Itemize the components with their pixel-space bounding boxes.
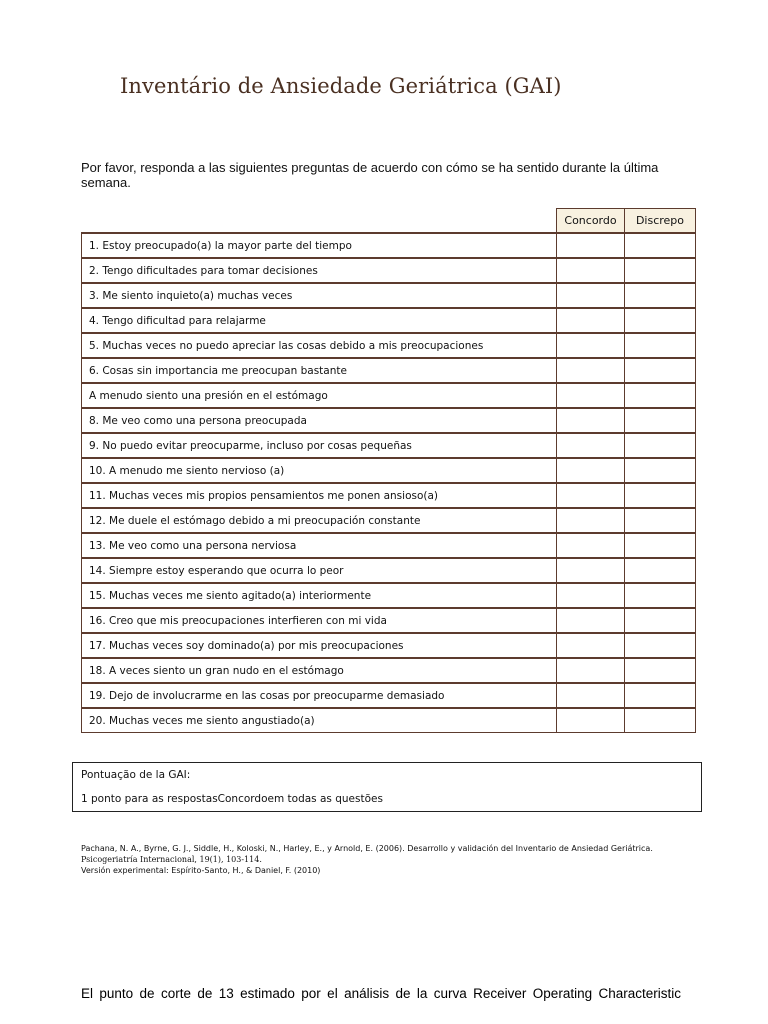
question-text: 4. Tengo dificultad para relajarme [82, 308, 557, 333]
reference-block [81, 843, 741, 876]
question-row [82, 258, 696, 283]
answer-cell-concordo[interactable] [557, 683, 625, 708]
question-text: 9. No puedo evitar preocuparme, incluso por cosas pequeñas [82, 433, 557, 458]
question-text: 20. Muchas veces me siento angustiado(a) [82, 708, 557, 733]
question-text: 8. Me veo como una persona preocupada [82, 408, 557, 433]
question-row [82, 408, 696, 433]
question-row [82, 633, 696, 658]
answer-cell-discrepo[interactable] [625, 633, 696, 658]
question-text: A menudo siento una presión en el estómago [82, 383, 557, 408]
question-text: 11. Muchas veces mis propios pensamientos me ponen ansioso(a) [82, 483, 557, 508]
question-text: 12. Me duele el estómago debido a mi preocupación constante [82, 508, 557, 533]
reference-line-2: Psicogeriatría Internacional, 19(1), 103-114. [81, 855, 262, 864]
answer-cell-discrepo[interactable] [625, 583, 696, 608]
question-row [82, 658, 696, 683]
answer-cell-discrepo[interactable] [625, 533, 696, 558]
answer-cell-concordo[interactable] [557, 233, 625, 258]
answer-cell-discrepo[interactable] [625, 483, 696, 508]
question-text: 18. A veces siento un gran nudo en el estómago [82, 658, 557, 683]
question-text: 10. A menudo me siento nervioso (a) [82, 458, 557, 483]
answer-cell-concordo[interactable] [557, 383, 625, 408]
question-row [82, 533, 696, 558]
question-text: 5. Muchas veces no puedo apreciar las cosas debido a mis preocupaciones [82, 333, 557, 358]
answer-cell-discrepo[interactable] [625, 283, 696, 308]
question-row [82, 283, 696, 308]
answer-cell-discrepo[interactable] [625, 458, 696, 483]
answer-cell-discrepo[interactable] [625, 383, 696, 408]
reference-line-1: Pachana, N. A., Byrne, G. J., Siddle, H., Koloski, N., Harley, E., y Arnold, E. (2006). Desarrollo y validación del Inventario de Ansiedad Geriátrica. [81, 844, 653, 853]
question-text: 14. Siempre estoy esperando que ocurra lo peor [82, 558, 557, 583]
question-row [82, 683, 696, 708]
question-row [82, 608, 696, 633]
score-box [72, 762, 702, 812]
answer-cell-concordo[interactable] [557, 608, 625, 633]
answer-cell-concordo[interactable] [557, 258, 625, 283]
question-row [82, 308, 696, 333]
footer-text: El punto de corte de 13 estimado por el análisis de la curva Receiver Operating Characteristic [81, 986, 681, 1001]
answer-cell-concordo[interactable] [557, 358, 625, 383]
question-text: 2. Tengo dificultades para tomar decisiones [82, 258, 557, 283]
answer-cell-concordo[interactable] [557, 658, 625, 683]
question-row [82, 708, 696, 733]
question-text: 19. Dejo de involucrarme en las cosas por preocuparme demasiado [82, 683, 557, 708]
instructions-text: Por favor, responda a las siguientes preguntas de acuerdo con cómo se ha sentido durante la última semana. [81, 160, 659, 190]
answer-cell-discrepo[interactable] [625, 408, 696, 433]
answer-cell-concordo[interactable] [557, 483, 625, 508]
question-row [82, 433, 696, 458]
question-text: 1. Estoy preocupado(a) la mayor parte del tiempo [82, 233, 557, 258]
question-row [82, 458, 696, 483]
question-text: 15. Muchas veces me siento agitado(a) interiormente [82, 583, 557, 608]
answer-cell-discrepo[interactable] [625, 683, 696, 708]
answer-cell-concordo[interactable] [557, 708, 625, 733]
question-text: 16. Creo que mis preocupaciones interfieren con mi vida [82, 608, 557, 633]
answer-cell-discrepo[interactable] [625, 708, 696, 733]
answer-cell-discrepo[interactable] [625, 508, 696, 533]
question-text: 3. Me siento inquieto(a) muchas veces [82, 283, 557, 308]
answer-cell-discrepo[interactable] [625, 558, 696, 583]
score-rule: 1 ponto para as respostasConcordoem todas as questões [81, 793, 383, 805]
reference-line-3: Versión experimental: Espírito-Santo, H., & Daniel, F. (2010) [81, 866, 321, 875]
score-label: Pontuação de la GAI: [81, 769, 191, 781]
question-row [82, 358, 696, 383]
question-row [82, 558, 696, 583]
answer-cell-discrepo[interactable] [625, 333, 696, 358]
questions-body [82, 233, 696, 733]
question-text: 13. Me veo como una persona nerviosa [82, 533, 557, 558]
question-text: 17. Muchas veces soy dominado(a) por mis preocupaciones [82, 633, 557, 658]
header-blank-cell [82, 209, 557, 234]
answer-cell-concordo[interactable] [557, 558, 625, 583]
answer-cell-discrepo[interactable] [625, 233, 696, 258]
answer-cell-discrepo[interactable] [625, 358, 696, 383]
question-row [82, 583, 696, 608]
answer-cell-concordo[interactable] [557, 533, 625, 558]
answer-cell-concordo[interactable] [557, 283, 625, 308]
answer-cell-concordo[interactable] [557, 308, 625, 333]
answer-cell-discrepo[interactable] [625, 258, 696, 283]
answer-cell-concordo[interactable] [557, 508, 625, 533]
answer-cell-concordo[interactable] [557, 633, 625, 658]
answer-cell-concordo[interactable] [557, 433, 625, 458]
document-title: Inventário de Ansiedade Geriátrica (GAI) [120, 74, 562, 98]
column-header-discrepo: Discrepo [625, 209, 696, 234]
answer-cell-discrepo[interactable] [625, 658, 696, 683]
answer-cell-discrepo[interactable] [625, 608, 696, 633]
table-header-row [82, 209, 696, 234]
question-row [82, 383, 696, 408]
answer-cell-concordo[interactable] [557, 458, 625, 483]
answer-cell-concordo[interactable] [557, 583, 625, 608]
answer-cell-concordo[interactable] [557, 333, 625, 358]
answer-cell-discrepo[interactable] [625, 433, 696, 458]
question-row [82, 233, 696, 258]
column-header-concordo: Concordo [557, 209, 625, 234]
answer-cell-concordo[interactable] [557, 408, 625, 433]
question-row [82, 483, 696, 508]
question-row [82, 508, 696, 533]
answer-cell-discrepo[interactable] [625, 308, 696, 333]
questionnaire-table [81, 208, 696, 733]
question-text: 6. Cosas sin importancia me preocupan bastante [82, 358, 557, 383]
question-row [82, 333, 696, 358]
